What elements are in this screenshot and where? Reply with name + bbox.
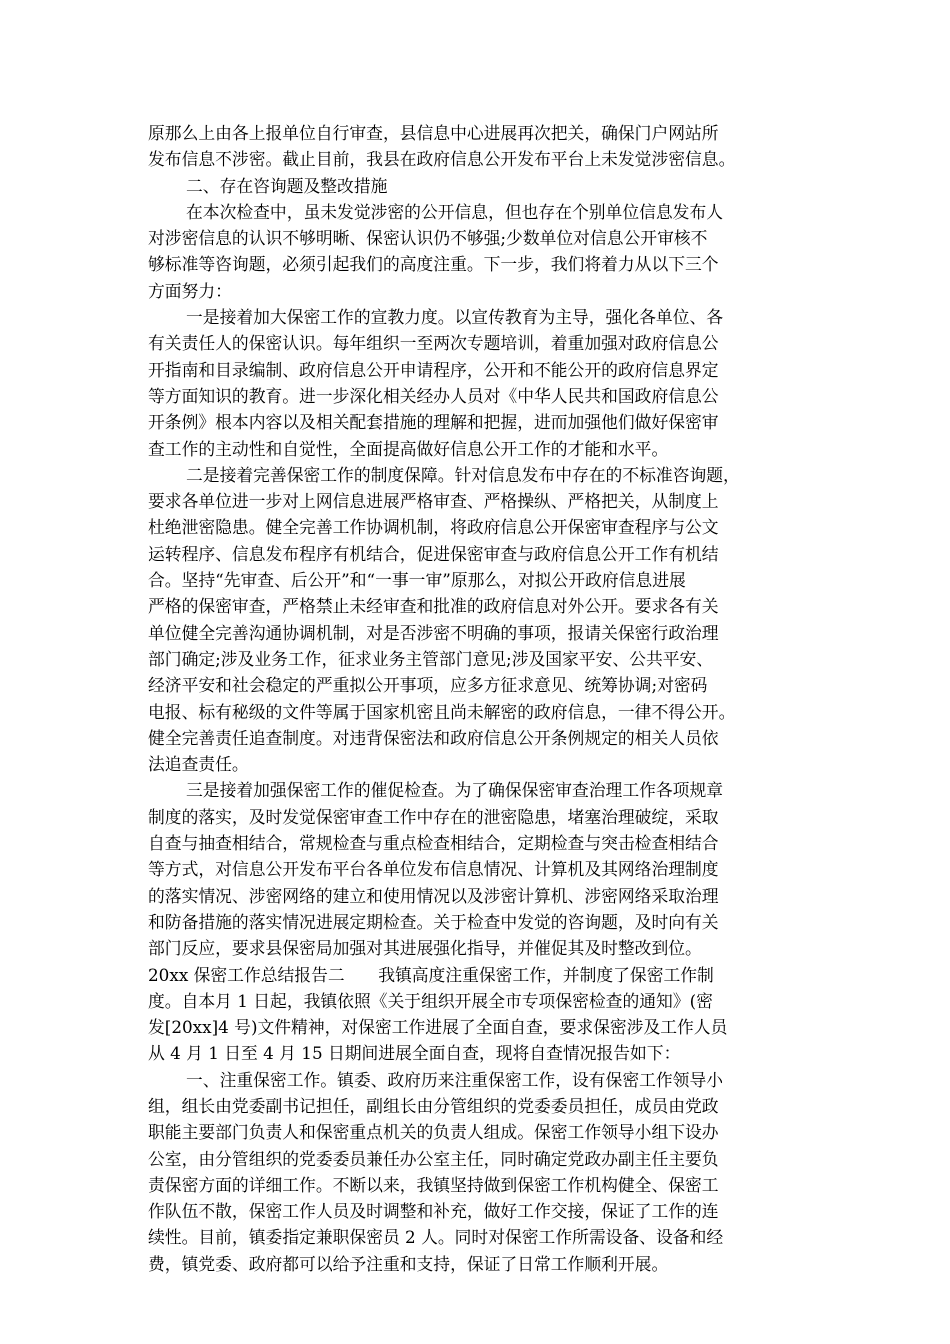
text-line: 电报、标有秘级的文件等属于国家机密且尚未解密的政府信息，一律不得公开。: [148, 701, 736, 722]
text-line: 部门确定;涉及业务工作，征求业务主管部门意见;涉及国家平安、公共平安、: [148, 648, 714, 669]
text-line: 有关责任人的保密认识。每年组织一至两次专题培训，着重加强对政府信息公: [148, 333, 719, 354]
text-line: 二是接着完善保密工作的制度保障。针对信息发布中存在的不标准咨询题，: [186, 464, 740, 485]
text-line: 严格的保密审查，严格禁止未经审查和批准的政府信息对外公开。要求各有关: [148, 596, 719, 617]
text-line: 够标准等咨询题，必须引起我们的高度注重。下一步，我们将着力从以下三个: [148, 254, 719, 275]
text-line: 制度的落实，及时发觉保密审查工作中存在的泄密隐患，堵塞治理破绽，采取: [148, 806, 719, 827]
text-line: 度。自本月 1 日起，我镇依照《关于组织开展全市专项保密检查的通知》(密: [148, 990, 713, 1011]
text-line: 运转程序、信息发布程序有机结合，促进保密审查与政府信息公开工作有机结: [148, 543, 719, 564]
text-line: 一是接着加大保密工作的宣教力度。以宣传教育为主导，强化各单位、各: [186, 307, 724, 328]
text-line: 查工作的主动性和自觉性，全面提高做好信息公开工作的才能和水平。: [148, 438, 669, 459]
document-body: [148, 120, 814, 1277]
text-line: 经济平安和社会稳定的严重拟公开事项，应多方征求意见、统筹协调;对密码: [148, 675, 708, 696]
text-line: 和防备措施的落实情况进展定期检查。关于检查中发觉的咨询题，及时向有关: [148, 911, 719, 932]
text-line: 发布信息不涉密。截止目前，我县在政府信息公开发布平台上未发觉涉密信息。: [148, 149, 736, 170]
text-line: 等方式，对信息公开发布平台各单位发布信息情况、计算机及其网络治理制度: [148, 859, 719, 880]
text-line: 二、存在咨询题及整改措施: [186, 175, 388, 196]
text-line: 合。坚持“先审查、后公开”和“一事一审”原那么，对拟公开政府信息进展: [148, 570, 686, 591]
text-line: 费，镇党委、政府都可以给予注重和支持，保证了日常工作顺利开展。: [148, 1253, 669, 1274]
text-line: 职能主要部门负责人和保密重点机关的负责人组成。保密工作领导小组下设办: [148, 1122, 719, 1143]
text-line: 部门反应，要求县保密局加强对其进展强化指导，并催促其及时整改到位。: [148, 938, 702, 959]
text-line: 组，组长由党委副书记担任，副组长由分管组织的党委委员担任，成员由党政: [148, 1095, 719, 1116]
text-line: 在本次检查中，虽未发觉涉密的公开信息，但也存在个别单位信息发布人: [186, 201, 724, 222]
text-line: 公室，由分管组织的党委委员兼任办公室主任，同时确定党政办副主任主要负: [148, 1148, 719, 1169]
text-line: 发[20xx]4 号)文件精神，对保密工作进展了全面自查，要求保密涉及工作人员: [148, 1017, 728, 1038]
text-line: 对涉密信息的认识不够明晰、保密认识仍不够强;少数单位对信息公开审核不: [148, 228, 708, 249]
text-line: 开指南和目录编制、政府信息公开申请程序，公开和不能公开的政府信息界定: [148, 359, 719, 380]
text-line: 开条例》根本内容以及相关配套措施的理解和把握，进而加强他们做好保密审: [148, 412, 719, 433]
text-line: 法追查责任。: [148, 754, 249, 775]
text-line: 健全完善责任追查制度。对违背保密法和政府信息公开条例规定的相关人员依: [148, 727, 719, 748]
text-line: 方面努力：: [148, 280, 232, 301]
text-line: 一、注重保密工作。镇委、政府历来注重保密工作，设有保密工作领导小: [186, 1069, 724, 1090]
text-line: 作队伍不散，保密工作人员及时调整和补充，做好工作交接，保证了工作的连: [148, 1201, 719, 1222]
text-line: 单位健全完善沟通协调机制，对是否涉密不明确的事项，报请关保密行政治理: [148, 622, 719, 643]
text-line: 从 4 月 1 日至 4 月 15 日期间进展全面自查，现将自查情况报告如下：: [148, 1043, 681, 1064]
text-line: 三是接着加强保密工作的催促检查。为了确保保密审查治理工作各项规章: [186, 780, 724, 801]
text-line: 等方面知识的教育。进一步深化相关经办人员对《中华人民共和国政府信息公: [148, 385, 719, 406]
text-line: 责保密方面的详细工作。不断以来，我镇坚持做到保密工作机构健全、保密工: [148, 1174, 719, 1195]
text-line: 自查与抽查相结合，常规检查与重点检查相结合，定期检查与突击检查相结合: [148, 833, 719, 854]
text-line: 原那么上由各上报单位自行审查，县信息中心进展再次把关，确保门户网站所: [148, 123, 719, 143]
text-line: 续性。目前，镇委指定兼职保密员 2 人。同时对保密工作所需设备、设备和经: [148, 1227, 724, 1248]
text-line: 的落实情况、涉密网络的建立和使用情况以及涉密计算机、涉密网络采取治理: [148, 885, 719, 906]
text-line: 杜绝泄密隐患。健全完善工作协调机制，将政府信息公开保密审查程序与公文: [148, 517, 719, 538]
text-line: 要求各单位进一步对上网信息进展严格审查、严格操纵、严格把关，从制度上: [148, 491, 719, 512]
text-line: 20xx 保密工作总结报告二 我镇高度注重保密工作，并制度了保密工作制: [148, 964, 714, 985]
